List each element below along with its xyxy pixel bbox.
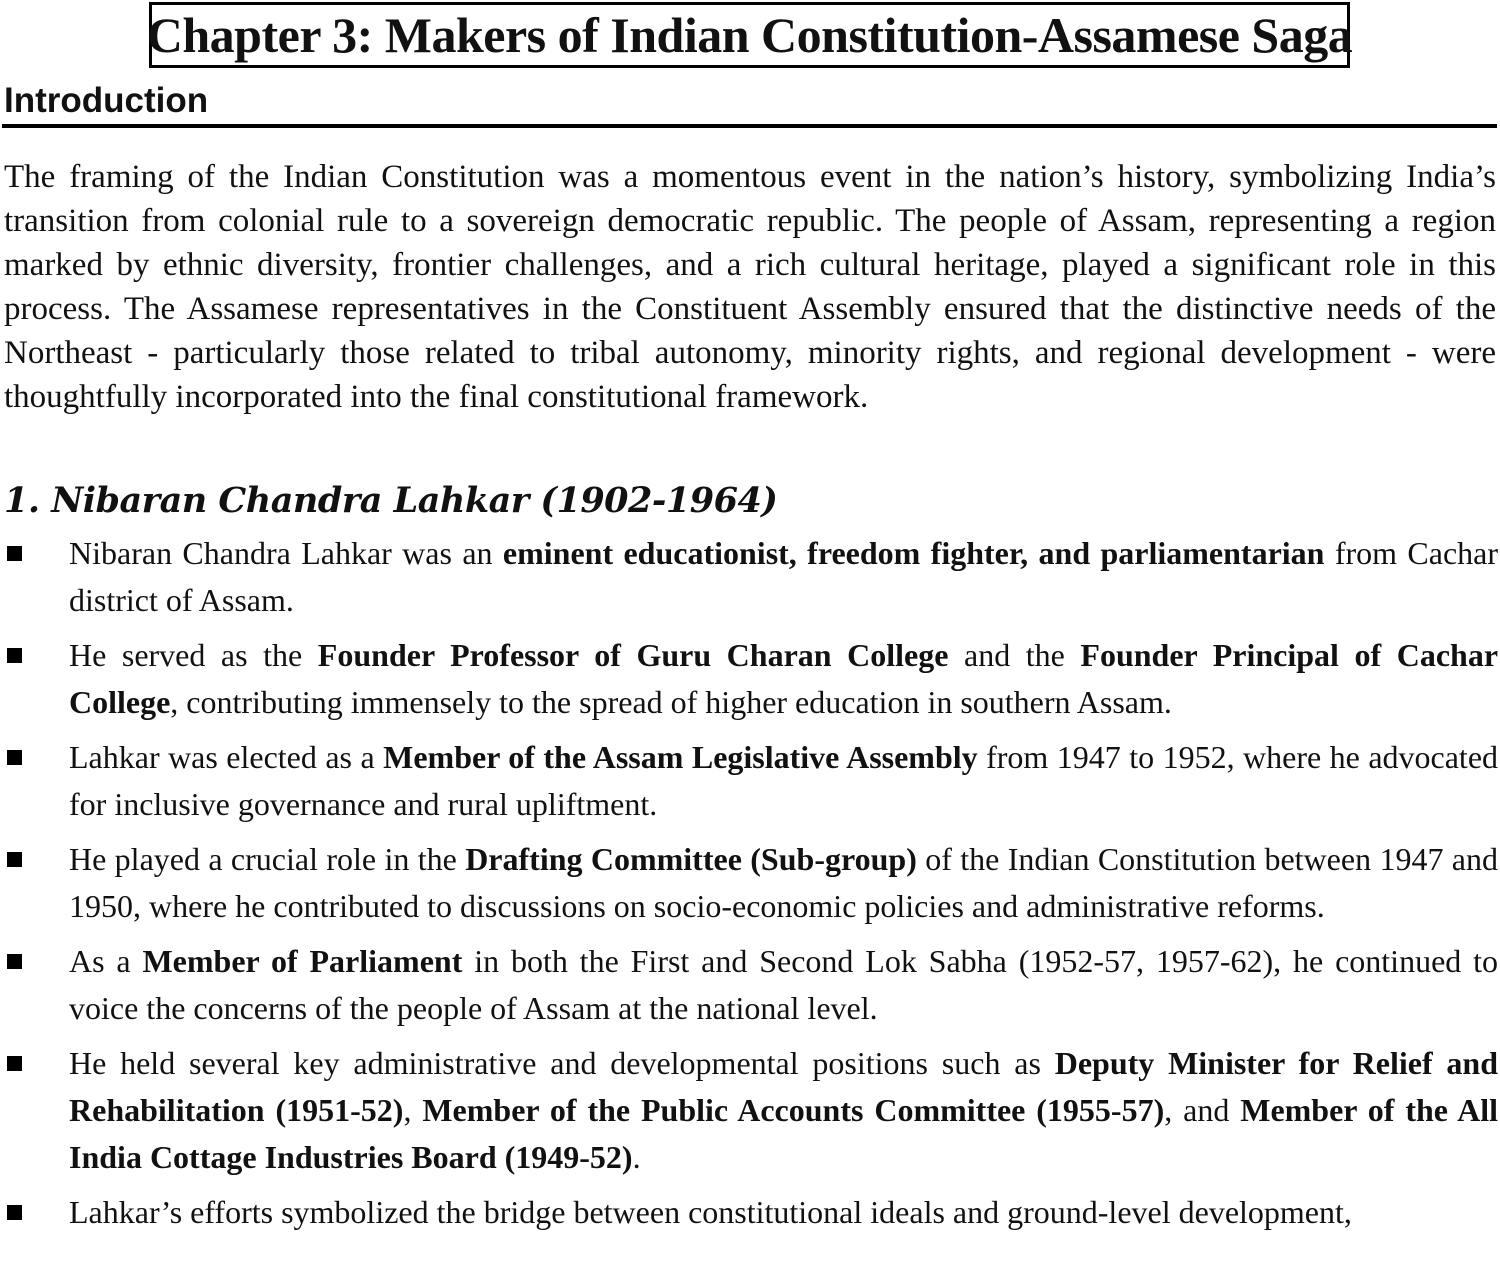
square-bullet-icon (7, 546, 22, 561)
bold-text: Founder Principal of Cachar College (69, 637, 1499, 720)
bold-text: Founder Professor of Guru Charan College (317, 637, 949, 673)
bold-text: Member of Parliament (142, 943, 463, 979)
square-bullet-icon (7, 1056, 22, 1071)
bullet-text: , (403, 1092, 423, 1128)
square-bullet-icon (7, 954, 22, 969)
bullet-text: Nibaran Chandra Lahkar was an (69, 535, 503, 571)
bullet-text: Lahkar’s efforts symbolized the bridge between constitutional ideals and ground-level development, (69, 1194, 1352, 1230)
chapter-title: Chapter 3: Makers of Indian Constitution-Assamese Saga (146, 7, 1353, 63)
bullet-text: Lahkar was elected as a (69, 739, 384, 775)
bullet-text: He played a crucial role in the (69, 841, 466, 877)
bold-text: Member of the Public Accounts Committee (1955-57) (422, 1092, 1165, 1128)
bold-text: eminent educationist, freedom fighter, and parliamentarian (502, 535, 1325, 571)
square-bullet-icon (7, 1205, 22, 1220)
bullet-item (0, 632, 1498, 726)
chapter-title-box (146, 2, 1353, 68)
bullet-text: and the (948, 637, 1081, 673)
bullet-item (0, 938, 1498, 1032)
bullet-list (0, 530, 1500, 1244)
bullet-item (0, 1189, 1498, 1236)
section-heading: Introduction (4, 81, 209, 120)
bullet-text: in both the First and Second Lok Sabha (1952-57, 1957-62), he continued to voice the concerns of the people of Assam at the national level. (69, 943, 1499, 1026)
bullet-text: of the Indian Constitution between 1947 and 1950, where he contributed to discussions on socio-economic policies and administrative reforms. (69, 841, 1499, 924)
intro-paragraph: The framing of the Indian Constitution was a momentous event in the nation’s history, symbolizing India’s transition from colonial rule to a sovereign democratic republic. The people of Assam, representing a region marked by ethnic diversity, frontier challenges, and a rich cultural heritage, played a significant role in this process. The Assamese representatives in the Constituent Assembly ensured that the distinctive needs of the Northeast - particularly those related to tribal autonomy, minority rights, and regional development - were thoughtfully incorporated into the final constitutional framework. (4, 159, 1496, 415)
bold-text: Member of the Assam Legislative Assembly (383, 739, 978, 775)
person-heading: 1. Nibaran Chandra Lahkar (1902-1964) (4, 480, 778, 521)
square-bullet-icon (7, 648, 22, 663)
bullet-item (0, 1040, 1498, 1181)
section-divider (2, 124, 1497, 128)
bullet-text: . (632, 1139, 641, 1175)
square-bullet-icon (7, 852, 22, 867)
bullet-text: , and (1164, 1092, 1241, 1128)
bullet-item (0, 734, 1498, 828)
bullet-item (0, 530, 1498, 624)
bullet-text: He served as the (69, 637, 318, 673)
bullet-text: from 1947 to 1952, where he advocated for inclusive governance and rural upliftment. (69, 739, 1499, 822)
bullet-text: He held several key administrative and developmental positions such as (69, 1045, 1055, 1081)
bold-text: Deputy Minister for Relief and Rehabilitation (1951-52) (69, 1045, 1499, 1128)
bold-text: Drafting Committee (Sub-group) (465, 841, 917, 877)
bullet-item (0, 836, 1498, 930)
bold-text: Member of the All India Cottage Industries Board (1949-52) (69, 1092, 1499, 1175)
bullet-text: , contributing immensely to the spread of higher education in southern Assam. (170, 684, 1172, 720)
bullet-text: As a (69, 943, 143, 979)
bullet-text: from Cachar district of Assam. (69, 535, 1499, 618)
square-bullet-icon (7, 750, 22, 765)
